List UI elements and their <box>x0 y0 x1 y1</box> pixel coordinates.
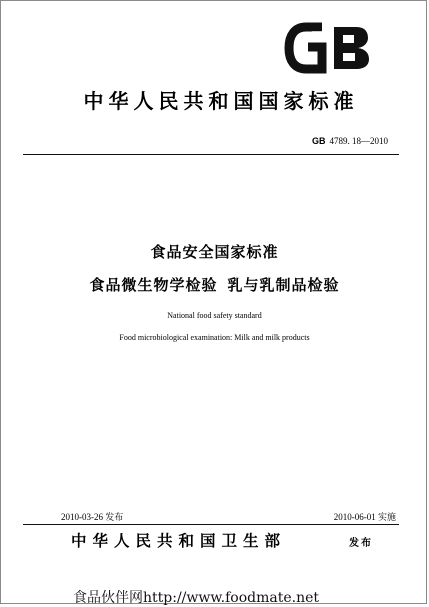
bottom-divider <box>23 524 399 525</box>
cn-title-line2 <box>1 274 428 295</box>
standard-number <box>312 136 388 146</box>
cn-title-line2-part2: 乳与乳制品检验 <box>227 276 340 294</box>
country-standard-title: 中华人民共和国国家标准 <box>83 89 359 113</box>
top-divider <box>23 154 399 155</box>
standard-number-value: 4789. 18—2010 <box>329 136 388 146</box>
issue-label: 发布 <box>349 538 373 549</box>
en-title-line2: Food microbiological examination: Milk and milk products <box>119 333 310 342</box>
standard-prefix: GB <box>312 136 326 146</box>
en-title-line1: National food safety standard <box>167 311 262 320</box>
issuing-authority: 中华人民共和国卫生部 <box>71 532 287 550</box>
cn-title-line1: 食品安全国家标准 <box>150 243 279 261</box>
gb-logo <box>284 21 374 75</box>
implement-date: 2010-06-01 实施 <box>333 512 396 522</box>
site-watermark: 食品伙伴网http://www.foodmate.net <box>73 590 320 606</box>
publish-date: 2010-03-26 发布 <box>61 512 124 522</box>
cn-title-line2-part1: 食品微生物学检验 <box>89 276 218 294</box>
